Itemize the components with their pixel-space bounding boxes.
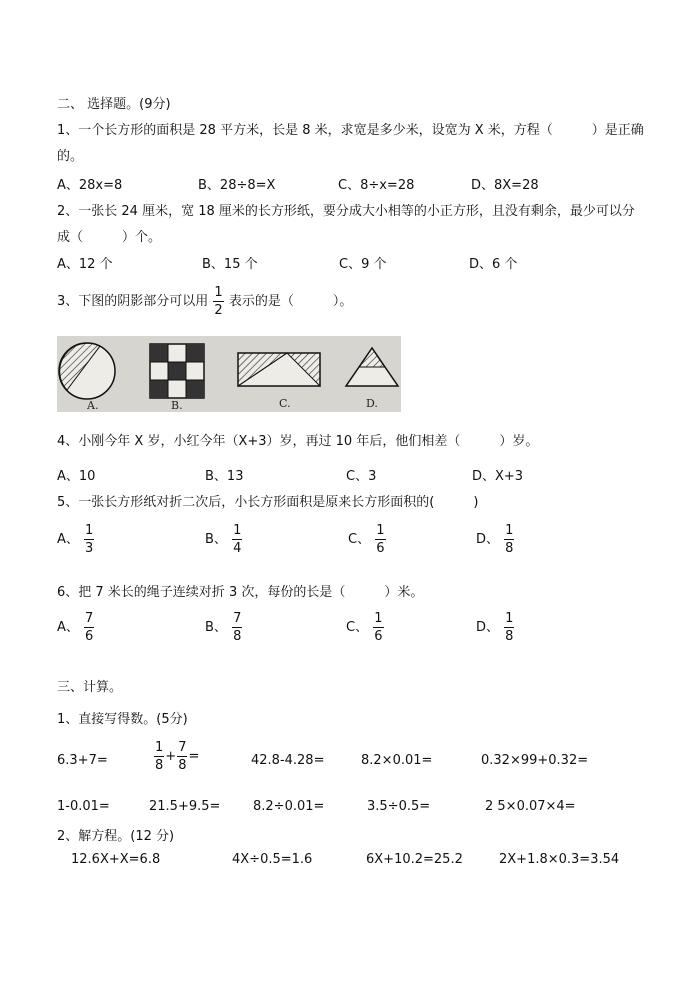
option-label: B、	[205, 532, 227, 547]
option-fraction	[232, 524, 242, 555]
option-fraction	[504, 524, 514, 555]
q3-figure-panel	[57, 336, 401, 412]
figure-d-triangle	[346, 348, 398, 386]
q1-option-c: C、8÷x=28	[338, 178, 415, 193]
question-5-text: 5、一张长方形纸对折二次后，小长方形面积是原来长方形面积的( )	[57, 495, 479, 510]
calc-fraction-expression	[153, 741, 199, 772]
q2-option-d: D、6 个	[469, 257, 518, 272]
q5-option-b	[205, 524, 243, 555]
calc-item: 1-0.01=	[57, 799, 110, 814]
fraction-denominator: 8	[233, 629, 242, 644]
part2-title: 2、解方程。(12 分)	[57, 829, 175, 844]
option-fraction	[373, 612, 383, 643]
fraction-numerator: 7	[178, 740, 187, 755]
operator: +	[165, 749, 177, 764]
question-1-text: 1、一个长方形的面积是 28 平方米，长是 8 米，求宽是多少米，设宽为 X 米，方程（ ）是正确的。	[57, 123, 644, 164]
q2-option-c: C、9 个	[339, 257, 387, 272]
equation-item: 6X+10.2=25.2	[366, 852, 463, 867]
option-label: A、	[57, 532, 79, 547]
equals-sign: =	[188, 749, 200, 764]
question-6-text: 6、把 7 米长的绳子连续对折 3 次，每份的长是（ ）米。	[57, 585, 424, 600]
q5-option-a	[57, 524, 95, 555]
option-label: C、	[348, 532, 371, 547]
part1-title: 1、直接写得数。(5分)	[57, 712, 188, 727]
fraction-denominator: 8	[155, 758, 164, 773]
figure-label-b: B.	[171, 399, 183, 412]
q2-option-a: A、12 个	[57, 257, 113, 272]
fraction-denominator: 3	[85, 541, 94, 556]
q5-option-c	[348, 524, 387, 555]
q1-option-d: D、8X=28	[471, 178, 539, 193]
option-fraction	[232, 612, 242, 643]
question-4-text: 4、小刚今年 X 岁，小红今年（X+3）岁，再过 10 年后，他们相差（ ）岁。	[57, 434, 539, 449]
calc-item: 0.32×99+0.32=	[481, 753, 589, 768]
question-3-text	[57, 286, 352, 317]
q3-figures	[57, 336, 401, 412]
q5-option-d	[476, 524, 515, 555]
fraction-numerator: 1	[376, 523, 385, 538]
fraction	[154, 741, 164, 772]
option-label: B、	[205, 620, 227, 635]
fraction-numerator: 1	[233, 523, 242, 538]
fraction-denominator: 2	[214, 303, 223, 318]
calc-item: 8.2÷0.01=	[253, 799, 325, 814]
fraction-denominator: 8	[178, 758, 187, 773]
figure-c-rectangle	[238, 353, 320, 386]
equation-item: 2X+1.8×0.3=3.54	[499, 852, 620, 867]
calc-item: 6.3+7=	[57, 753, 108, 768]
question-2-text: 2、一张长 24 厘米，宽 18 厘米的长方形纸，要分成大小相等的小正方形，且没有剩余，最少可以分成（ ）个。	[57, 204, 635, 245]
fraction-numerator: 1	[85, 523, 94, 538]
fraction-numerator: 7	[85, 611, 94, 626]
fraction-numerator: 1	[505, 523, 514, 538]
calc-item: 3.5÷0.5=	[367, 799, 431, 814]
q6-option-c	[346, 612, 385, 643]
option-label: D、	[476, 620, 500, 635]
q1-option-b: B、28÷8=X	[198, 178, 276, 193]
calc-item: 21.5+9.5=	[149, 799, 221, 814]
figure-label-a: A.	[87, 399, 99, 412]
fraction-denominator: 6	[376, 541, 385, 556]
option-fraction	[84, 524, 94, 555]
calc-item: 2 5×0.07×4=	[485, 799, 576, 814]
q4-option-c: C、3	[346, 469, 377, 484]
fraction-denominator: 8	[505, 541, 514, 556]
q3-text-pre: 3、下图的阴影部分可以用	[57, 294, 209, 309]
fraction-denominator: 4	[233, 541, 242, 556]
equation-item: 12.6X+X=6.8	[71, 852, 161, 867]
fraction-numerator: 1	[214, 285, 223, 300]
figure-a-circle	[59, 343, 115, 399]
fraction-numerator: 1	[374, 611, 383, 626]
figure-label-d: D.	[366, 397, 378, 410]
fraction-numerator: 7	[233, 611, 242, 626]
option-fraction	[375, 524, 385, 555]
option-label: A、	[57, 620, 79, 635]
calc-item: 42.8-4.28=	[251, 753, 325, 768]
q6-option-b	[205, 612, 243, 643]
calc-item: 8.2×0.01=	[361, 753, 433, 768]
option-fraction	[84, 612, 94, 643]
option-fraction	[504, 612, 514, 643]
q6-option-a	[57, 612, 95, 643]
q3-fraction	[213, 286, 223, 317]
q1-option-a: A、28x=8	[57, 178, 123, 193]
option-label: D、	[476, 532, 500, 547]
option-label: C、	[346, 620, 369, 635]
section3-heading: 三、计算。	[57, 680, 123, 695]
q6-option-d	[476, 612, 515, 643]
q2-option-b: B、15 个	[202, 257, 258, 272]
q4-option-a: A、10	[57, 469, 96, 484]
equation-item: 4X÷0.5=1.6	[232, 852, 313, 867]
q4-option-d: D、X+3	[472, 469, 524, 484]
q3-text-post: 表示的是（ ）。	[228, 294, 353, 309]
q4-option-b: B、13	[205, 469, 244, 484]
figure-label-c: C.	[279, 397, 291, 410]
fraction-numerator: 1	[155, 740, 164, 755]
fraction-numerator: 1	[505, 611, 514, 626]
fraction-denominator: 8	[505, 629, 514, 644]
fraction	[177, 741, 187, 772]
figure-b-grid	[150, 344, 204, 398]
fraction-denominator: 6	[85, 629, 94, 644]
section2-heading: 二、 选择题。(9分)	[57, 97, 171, 112]
fraction-denominator: 6	[374, 629, 383, 644]
